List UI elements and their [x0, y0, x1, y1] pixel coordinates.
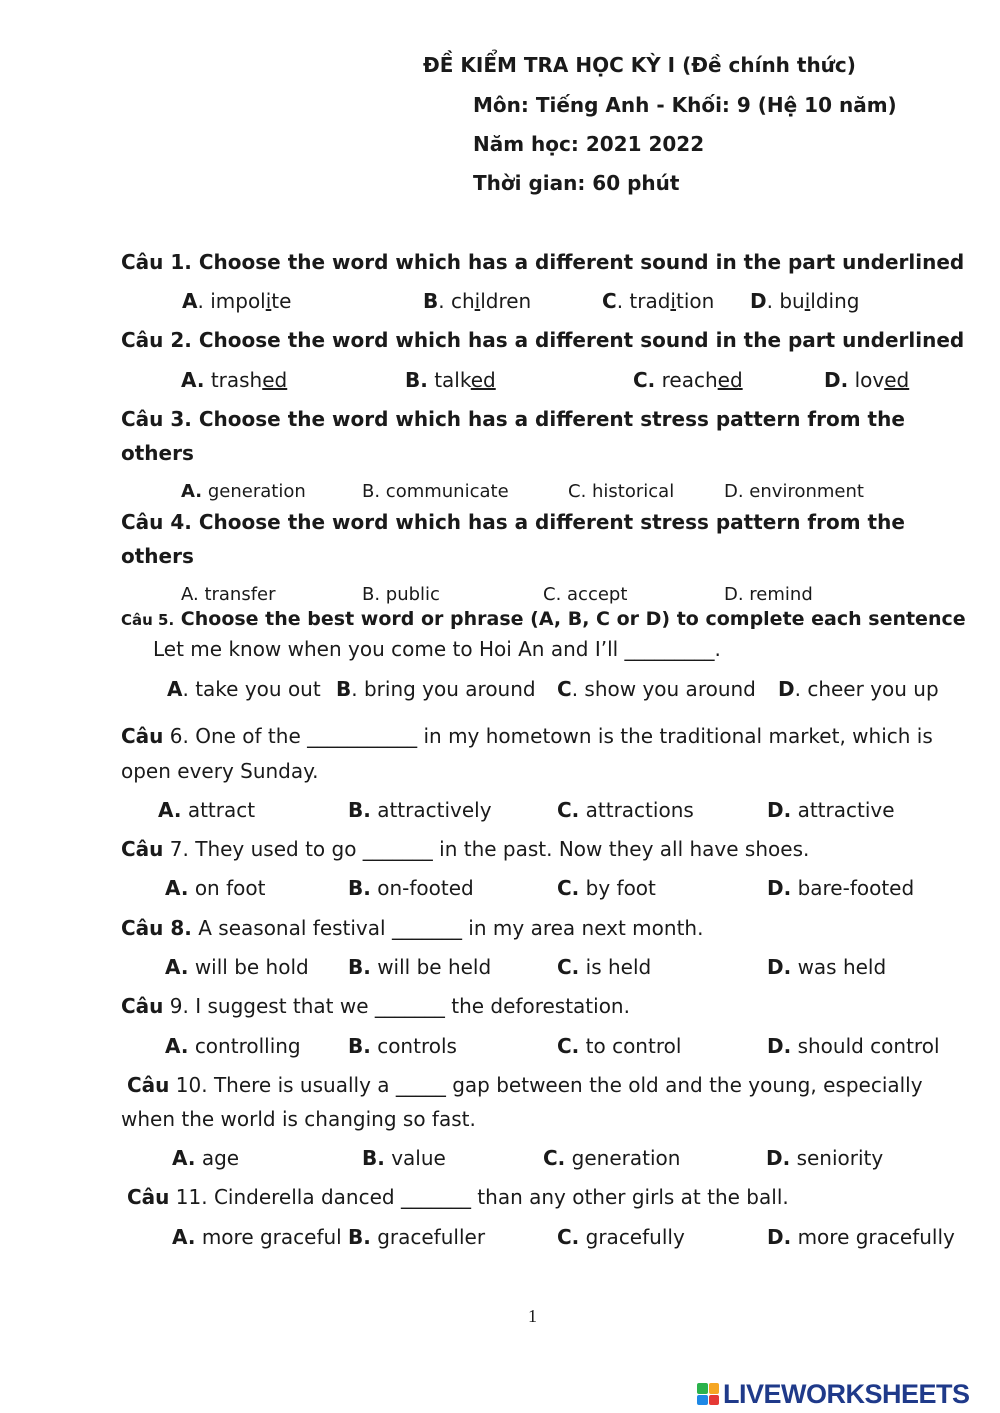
q5-option-a: A. take you out: [167, 677, 321, 701]
question-text: Choose the word which has a different sound in the part underlined: [198, 250, 965, 274]
exam-school-year: Năm học: 2021 2022: [473, 132, 705, 156]
q7-option-b: B. on-footed: [348, 876, 474, 900]
q11-option-a: A. more graceful: [172, 1225, 342, 1249]
q1-option-b: B. children: [423, 289, 532, 313]
q6-option-a: A. attract: [158, 798, 256, 822]
exam-title: ĐỀ KIỂM TRA HỌC KỲ I (Đề chính thức): [423, 53, 856, 77]
question-label: Câu: [121, 837, 164, 861]
question-6: [121, 724, 933, 748]
q8-option-a: A. will be hold: [165, 955, 309, 979]
question-text: 10. There is usually a _____ gap between the old and the young, especially: [175, 1073, 923, 1097]
q10-option-a: A. age: [172, 1146, 240, 1170]
q10-option-c: C. generation: [543, 1146, 681, 1170]
exam-duration: Thời gian: 60 phút: [473, 171, 680, 195]
q10-option-b: B. value: [362, 1146, 446, 1170]
q9-option-c: C. to control: [557, 1034, 682, 1058]
exam-subject: Môn: Tiếng Anh - Khối: 9 (Hệ 10 năm): [473, 93, 897, 117]
question-8: [121, 916, 703, 940]
q3-option-b: B. communicate: [362, 481, 509, 502]
question-text: 11. Cinderella danced _______ than any other girls at the ball.: [175, 1185, 789, 1209]
q3-option-c: C. historical: [568, 481, 675, 502]
question-label: Câu 8.: [121, 916, 192, 940]
q11-option-b: B. gracefuller: [348, 1225, 486, 1249]
q11-option-d: D. more gracefully: [767, 1225, 955, 1249]
question-10-cont: when the world is changing so fast.: [121, 1107, 476, 1131]
question-label: Câu 4.: [121, 510, 192, 534]
q9-option-d: D. should control: [767, 1034, 940, 1058]
q6-option-d: D. attractive: [767, 798, 895, 822]
liveworksheets-logo-icon: [697, 1383, 719, 1405]
q1-option-d: D. building: [750, 289, 860, 313]
question-label: Câu: [121, 994, 164, 1018]
question-4-cont: others: [121, 544, 194, 568]
question-5: [121, 608, 966, 630]
q3-option-a: A. generation: [181, 481, 306, 502]
q8-option-c: C. is held: [557, 955, 652, 979]
q5-option-d: D. cheer you up: [778, 677, 939, 701]
liveworksheets-wordmark: LIVEWORKSHEETS: [723, 1378, 970, 1409]
question-2: [121, 328, 964, 352]
q4-option-c: C. accept: [543, 584, 628, 605]
q4-option-b: B. public: [362, 584, 440, 605]
question-3-cont: others: [121, 441, 194, 465]
q1-option-c: C. tradition: [602, 289, 715, 313]
page-number: 1: [528, 1306, 537, 1326]
question-label: Câu: [121, 724, 164, 748]
question-3: [121, 407, 905, 431]
q4-option-a: A. transfer: [181, 584, 276, 605]
q7-option-c: C. by foot: [557, 876, 656, 900]
q5-option-b: B. bring you around: [336, 677, 536, 701]
liveworksheets-logo: [697, 1378, 970, 1410]
question-label: Câu 2.: [121, 328, 192, 352]
q9-option-b: B. controls: [348, 1034, 457, 1058]
q7-option-a: A. on foot: [165, 876, 266, 900]
question-11: [127, 1185, 789, 1209]
q9-option-a: A. controlling: [165, 1034, 301, 1058]
q4-option-d: D. remind: [724, 584, 813, 605]
q6-option-c: C. attractions: [557, 798, 694, 822]
q1-option-a: A. impolite: [182, 289, 292, 313]
q7-option-d: D. bare-footed: [767, 876, 915, 900]
q8-option-d: D. was held: [767, 955, 887, 979]
q6-option-b: B. attractively: [348, 798, 492, 822]
question-label: Câu 5.: [121, 611, 175, 629]
q2-option-c: C. reached: [633, 368, 743, 392]
question-text: Choose the word which has a different stress pattern from the: [198, 510, 905, 534]
q2-option-d: D. loved: [824, 368, 910, 392]
q2-option-a: A. trashed: [181, 368, 288, 392]
question-text: 6. One of the ___________ in my hometown is the traditional market, which is: [169, 724, 933, 748]
question-label: Câu: [127, 1185, 170, 1209]
question-text: A seasonal festival _______ in my area next month.: [198, 916, 704, 940]
question-10: [127, 1073, 923, 1097]
question-text: Choose the word which has a different sound in the part underlined: [198, 328, 965, 352]
q8-option-b: B. will be held: [348, 955, 492, 979]
q3-option-d: D. environment: [724, 481, 864, 502]
question-text: 9. I suggest that we _______ the deforestation.: [169, 994, 630, 1018]
question-7: [121, 837, 809, 861]
q11-option-c: C. gracefully: [557, 1225, 685, 1249]
question-4: [121, 510, 905, 534]
question-text: Choose the best word or phrase (A, B, C or D) to complete each sentence: [180, 608, 966, 630]
question-6-cont: open every Sunday.: [121, 759, 319, 783]
q5-sentence: Let me know when you come to Hoi An and I’ll _________.: [153, 637, 721, 661]
question-1: [121, 250, 964, 274]
question-9: [121, 994, 630, 1018]
question-label: Câu: [127, 1073, 170, 1097]
q2-option-b: B. talked: [405, 368, 496, 392]
q10-option-d: D. seniority: [766, 1146, 884, 1170]
question-label: Câu 3.: [121, 407, 192, 431]
question-text: Choose the word which has a different stress pattern from the: [198, 407, 905, 431]
question-label: Câu 1.: [121, 250, 192, 274]
question-text: 7. They used to go _______ in the past. Now they all have shoes.: [169, 837, 810, 861]
q5-option-c: C. show you around: [557, 677, 756, 701]
